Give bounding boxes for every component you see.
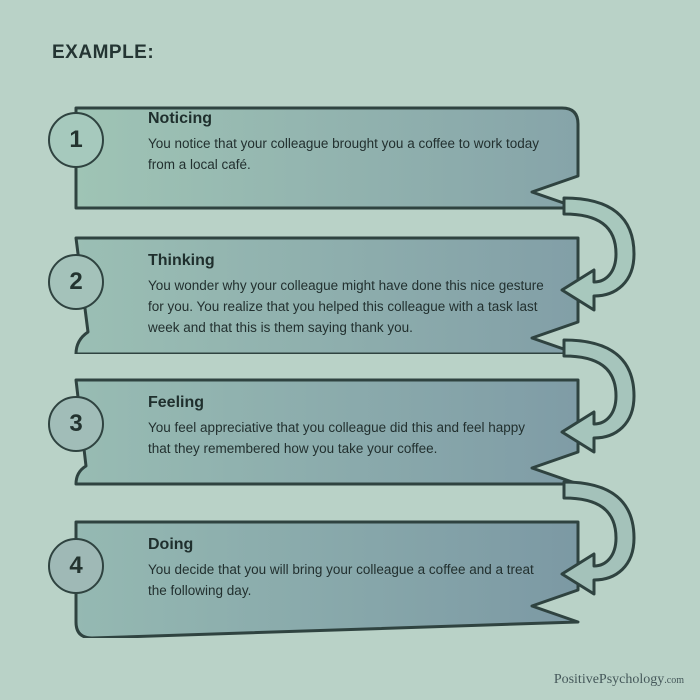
step-body-3: You feel appreciative that you colleague did this and feel happy that they remembered how you take your coffee. (148, 420, 526, 456)
step-heading-2: Thinking (148, 252, 215, 269)
step-block-2 (62, 230, 602, 354)
watermark-brand: PositivePsychology (553, 672, 665, 687)
step-content-1 (148, 110, 548, 176)
arrow-step1-to-step2 (560, 192, 680, 342)
step-heading-4: Doing (148, 536, 194, 553)
step-content-2 (148, 252, 548, 339)
step-body-2: You wonder why your colleague might have done this nice gesture for you. You realize that you helped this colleague with a task last week and that this is them saying thank you. (148, 278, 544, 335)
step-body-4: You decide that you will bring your colleague a coffee and a treat the following day. (148, 562, 534, 598)
step-heading-1: Noticing (148, 110, 212, 127)
page-title: EXAMPLE: (52, 42, 155, 63)
step-block-3 (62, 372, 602, 496)
step-content-3 (148, 394, 548, 460)
step-number-1: 1 (48, 112, 104, 168)
step-block-1 (62, 88, 602, 212)
step-heading-3: Feeling (148, 394, 205, 411)
arrow-step3-to-step4 (560, 476, 680, 626)
watermark (554, 672, 684, 688)
arrow-step2-to-step3 (560, 334, 680, 484)
step-number-3: 3 (48, 396, 104, 452)
step-block-4 (62, 514, 602, 638)
watermark-suffix: .com (664, 675, 684, 686)
step-body-1: You notice that your colleague brought you a coffee to work today from a local café. (148, 136, 540, 172)
step-number-2: 2 (48, 254, 104, 310)
step-number-4: 4 (48, 538, 104, 594)
step-content-4 (148, 536, 548, 602)
